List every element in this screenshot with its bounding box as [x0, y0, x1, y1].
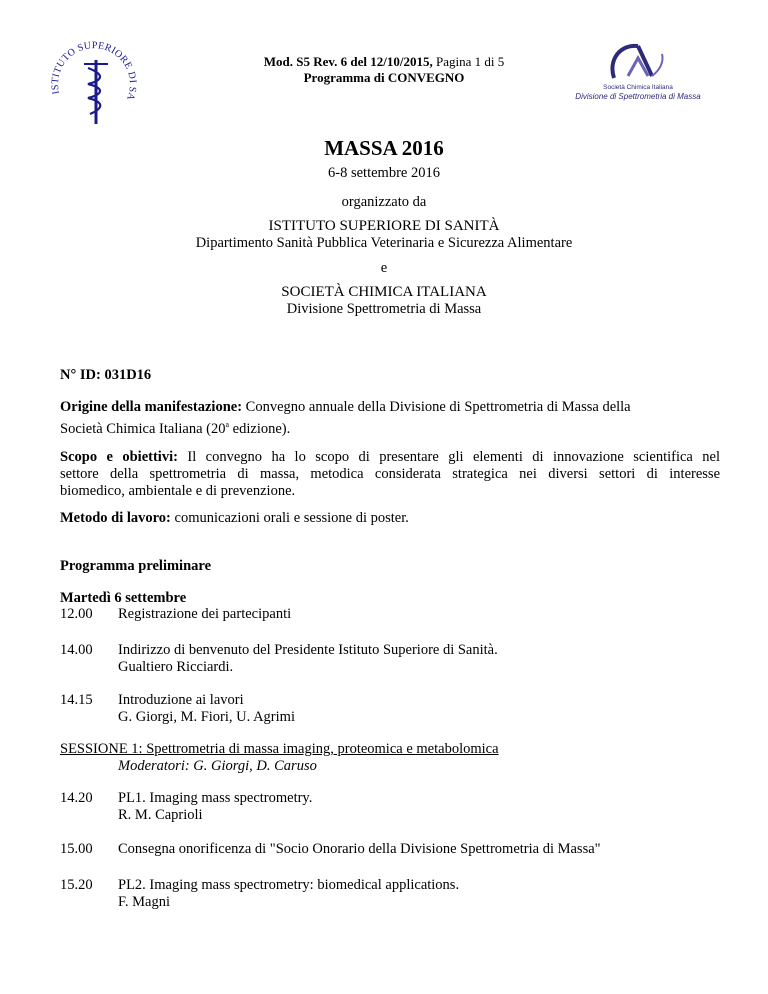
- scopo-text-1: Il convegno ha lo scopo di presentare gli elementi di innovazione scientifica nel: [187, 449, 720, 465]
- origine-text-a: Convegno annuale della Divisione di Spettrometria di Massa della: [245, 399, 631, 415]
- scopo-label: Scopo e obiettivi:: [60, 449, 178, 465]
- item-desc: Introduzione ai lavori: [118, 692, 244, 708]
- programme-day: Martedì 6 settembre: [60, 590, 187, 606]
- session-moderators: Moderatori: G. Giorgi, D. Caruso: [118, 758, 317, 774]
- metodo-line: [60, 510, 409, 527]
- origine-text-b: Società Chimica Italiana (20: [60, 420, 226, 437]
- sci-logo-line2: Divisione di Spettrometria di Massa: [575, 92, 701, 101]
- item-speaker: G. Giorgi, M. Fiori, U. Agrimi: [118, 709, 295, 725]
- metodo-text: comunicazioni orali e sessione di poster.: [174, 510, 409, 526]
- and-text: e: [380, 260, 388, 276]
- session-header: [60, 741, 499, 775]
- item-desc: PL1. Imaging mass spectrometry.: [118, 790, 313, 806]
- metodo-label: Metodo di lavoro:: [60, 510, 171, 526]
- event-id: N° ID: 031D16: [60, 367, 152, 383]
- programma-line: Programma di CONVEGNO: [303, 70, 465, 85]
- org1-dept: Dipartimento Sanità Pubblica Veterinaria e Sicurezza Alimentare: [195, 235, 573, 251]
- event-dates: 6-8 settembre 2016: [328, 165, 440, 181]
- iss-logo: [44, 38, 144, 138]
- item-speaker: Gualtiero Ricciardi.: [118, 659, 234, 675]
- org2-name: SOCIETÀ CHIMICA ITALIANA: [281, 284, 487, 300]
- scopo-text-2: settore della spettrometria di massa, metodica considerata strategica nei diversi settori di interesse: [60, 466, 720, 482]
- item-time: 14.15: [60, 692, 93, 708]
- item-time: 15.00: [60, 841, 93, 857]
- sci-logo: [568, 40, 708, 100]
- item-desc: Consegna onorificenza di "Socio Onorario della Divisione Spettrometria di Massa": [118, 841, 601, 857]
- item-speaker: R. M. Caprioli: [118, 807, 203, 823]
- item-time: 12.00: [60, 606, 93, 622]
- sci-logo-line1: Società Chimica Italiana: [603, 84, 673, 91]
- origine-sup: a: [225, 420, 230, 429]
- event-title: MASSA 2016: [324, 136, 444, 160]
- programme-heading: Programma preliminare: [60, 558, 212, 574]
- origine-text-c: edizione).: [232, 420, 291, 437]
- org2-dept: Divisione Spettrometria di Massa: [286, 301, 482, 317]
- mod-line: Mod. S5 Rev. 6 del 12/10/2015,: [263, 54, 433, 69]
- org1-name: ISTITUTO SUPERIORE DI SANITÀ: [268, 218, 500, 234]
- item-desc: PL2. Imaging mass spectrometry: biomedical applications.: [118, 877, 460, 893]
- item-desc: Registrazione dei partecipanti: [118, 606, 292, 622]
- page-indicator: Pagina 1 di 5: [436, 54, 505, 69]
- item-speaker: F. Magni: [118, 894, 171, 910]
- item-time: 14.20: [60, 790, 93, 806]
- item-desc: Indirizzo di benvenuto del Presidente Istituto Superiore di Sanità.: [118, 642, 498, 658]
- scopo-paragraph: [60, 449, 720, 500]
- origine-paragraph: [60, 399, 720, 438]
- session-title: SESSIONE 1: Spettrometria di massa imaging, proteomica e metabolomica: [60, 741, 499, 757]
- item-time: 15.20: [60, 877, 93, 893]
- iss-logo-text: ISTITUTO SUPERIORE DI SA: [49, 40, 139, 102]
- scopo-text-3: biomedico, ambientale e di prevenzione.: [60, 483, 296, 499]
- organized-by: organizzato da: [341, 194, 427, 210]
- origine-label: Origine della manifestazione:: [60, 399, 243, 415]
- item-time: 14.00: [60, 642, 93, 658]
